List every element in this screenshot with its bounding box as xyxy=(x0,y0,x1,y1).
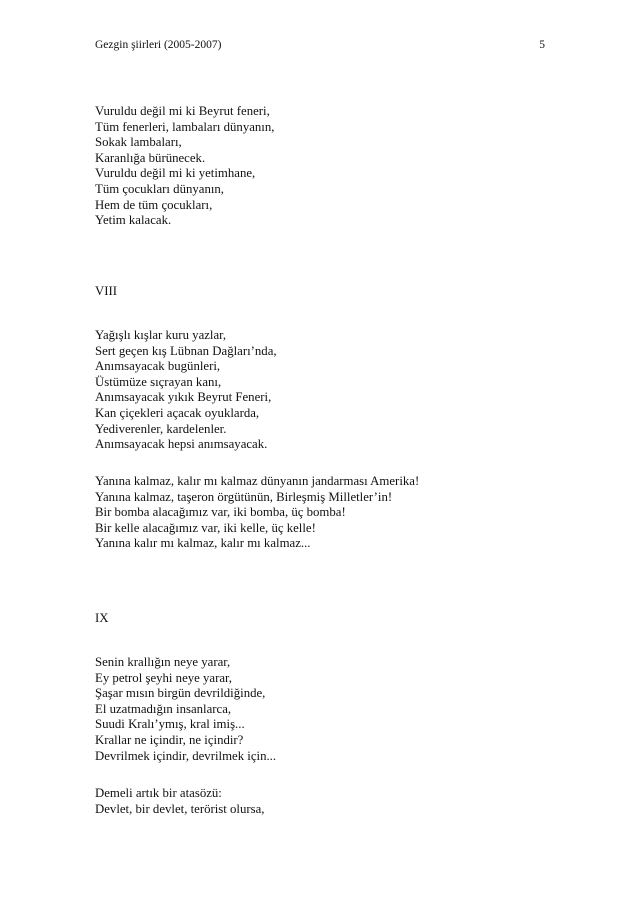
poem-line: Anımsayacak yıkık Beyrut Feneri, xyxy=(95,390,272,405)
poem-line: Bir kelle alacağımız var, iki kelle, üç kelle! xyxy=(95,520,316,535)
poem-line: Yanına kalır mı kalmaz, kalır mı kalmaz... xyxy=(95,536,311,551)
page-header xyxy=(95,37,545,53)
poem-line: Yetim kalacak. xyxy=(95,213,172,228)
stanza-5 xyxy=(95,786,265,817)
poem-line: Devlet, bir devlet, terörist olursa, xyxy=(95,801,265,816)
poem-line: Hem de tüm çocukları, xyxy=(95,197,213,212)
poem-line: Yanına kalmaz, taşeron örgütünün, Birleşmiş Milletler’in! xyxy=(95,489,393,504)
poem-line: Karanlığa bürünecek. xyxy=(95,150,206,165)
poem-line: Tüm fenerleri, lambaları dünyanın, xyxy=(95,119,275,134)
poem-line: Senin krallığın neye yarar, xyxy=(95,655,231,669)
poem-line: El uzatmadığın insanlarca, xyxy=(95,701,232,716)
poem-line: Ey petrol şeyhi neye yarar, xyxy=(95,670,232,685)
poem-line: Tüm çocukları dünyanın, xyxy=(95,181,224,196)
section-heading-viii: VIII xyxy=(95,284,118,298)
poem-line: Vuruldu değil mi ki Beyrut feneri, xyxy=(95,104,270,118)
poem-line: Sokak lambaları, xyxy=(95,135,182,150)
stanza-4 xyxy=(95,655,276,764)
poem-line: Yediverenler, kardelenler. xyxy=(95,421,227,436)
stanza-1 xyxy=(95,104,274,229)
poem-line: Anımsayacak hepsi anımsayacak. xyxy=(95,437,268,452)
poem-line: Demeli artık bir atasözü: xyxy=(95,786,222,800)
poem-line: Vuruldu değil mi ki yetimhane, xyxy=(95,166,256,181)
poem-line: Yanına kalmaz, kalır mı kalmaz dünyanın jandarması Amerika! xyxy=(95,474,420,488)
poem-line: Kan çiçekleri açacak oyuklarda, xyxy=(95,405,260,420)
poem-line: Üstümüze sıçrayan kanı, xyxy=(95,374,222,389)
poem-line: Bir bomba alacağımız var, iki bomba, üç bomba! xyxy=(95,505,346,520)
section-heading-ix: IX xyxy=(95,611,109,625)
poem-line: Sert geçen kış Lübnan Dağları’nda, xyxy=(95,343,277,358)
poem-line: Krallar ne içindir, ne içindir? xyxy=(95,732,244,747)
stanza-3 xyxy=(95,474,419,552)
poem-line: Suudi Kralı’ymış, kral imiş... xyxy=(95,717,245,732)
poem-line: Anımsayacak bugünleri, xyxy=(95,359,221,374)
poem-line: Devrilmek içindir, devrilmek için... xyxy=(95,748,277,763)
document-title: Gezgin şiirleri (2005-2007) xyxy=(95,39,222,51)
poem-line: Şaşar mısın birgün devrildiğinde, xyxy=(95,686,266,701)
poem-line: Yağışlı kışlar kuru yazlar, xyxy=(95,328,227,342)
page-number: 5 xyxy=(539,39,545,51)
stanza-2 xyxy=(95,328,277,453)
